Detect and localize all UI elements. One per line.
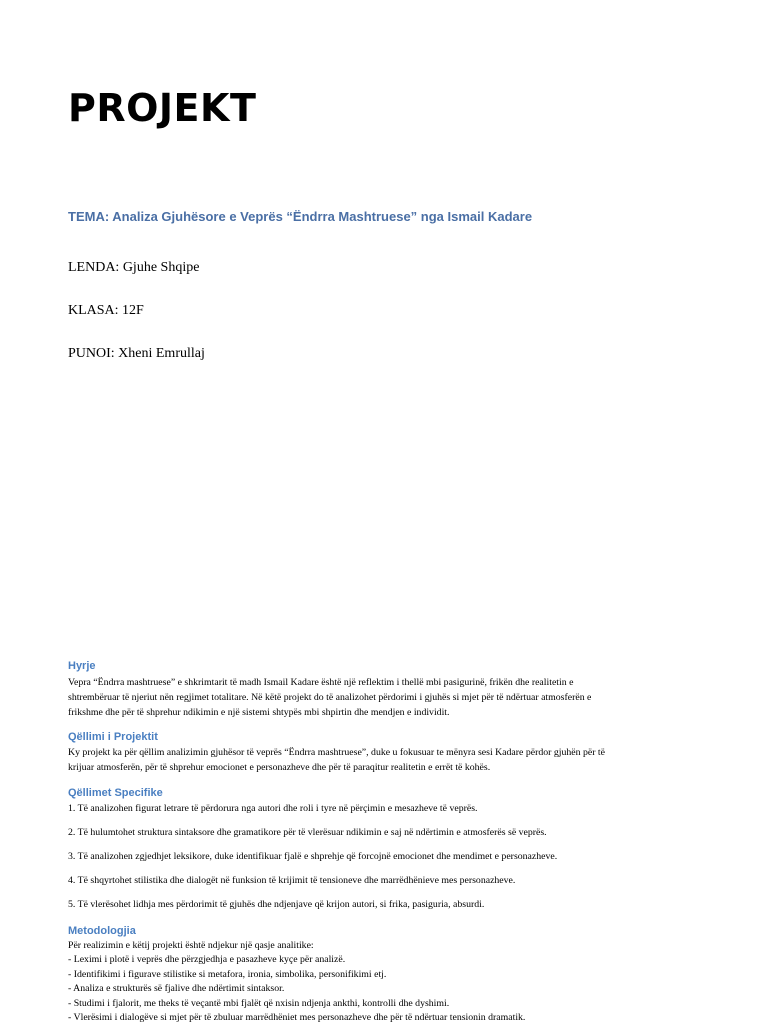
section-body-qellimi (68, 745, 698, 775)
goal-item: 3. Të analizohen zgjedhjet leksikore, duke identifikuar fjalë e shprehje që forcojnë emocionet dhe mendimet e personazheve. (68, 851, 558, 862)
paragraph-line: Vepra “Ëndrra mashtruese” e shkrimtarit të madh Ismail Kadare është një reflektim i thellë mbi pasigurinë, frikën dhe realitetin e (68, 677, 574, 688)
subject-line: LENDA: Gjuhe Shqipe (68, 260, 200, 275)
methodology-item: - Identifikimi i figurave stilistike si metafora, ironia, simbolika, personifikimi etj. (68, 968, 387, 980)
goal-item: 4. Të shqyrtohet stilistika dhe dialogët në funksion të krijimit të tensioneve dhe marrëdhënieve mes personazheve. (68, 875, 516, 886)
class-line: KLASA: 12F (68, 303, 144, 318)
paragraph-line: Ky projekt ka për qëllim analizimin gjuhësor të veprës “Ëndrra mashtruese”, duke u fokusuar te mënyra sesi Kadare përdor gjuhën për të (68, 747, 606, 758)
methodology-item: - Leximi i plotë i veprës dhe përzgjedhja e pasazheve kyçe për analizë. (68, 954, 346, 966)
paragraph-line: shtrembëruar të njeriut nën regjimet totalitare. Në këtë projekt do të analizohet përdorimi i gjuhës si mjet për të ndërtuar atmosferën e (68, 692, 592, 703)
paragraph-line: krijuar atmosferën, për të shprehur emocionet e personazheve dhe për të paraqitur realitetin e errët të kohës. (68, 762, 491, 773)
methodology-item: - Vlerësimi i dialogëve si mjet për të zbuluar marrëdhëniet mes personazheve dhe për të ndërtuar tensionin dramatik. (68, 1012, 526, 1024)
paragraph-line: frikshme dhe për të shprehur ndikimin e një sistemi shtypës mbi shpirtin dhe mendjen e individit. (68, 707, 450, 718)
goal-item: 5. Të vlerësohet lidhja mes përdorimit të gjuhës dhe ndjenjave që krijon autori, si frika, pasiguria, absurdi. (68, 899, 485, 910)
section-body-metodologjia (68, 939, 698, 1024)
document-title: PROJEKT (68, 86, 257, 130)
section-body-hyrje (68, 675, 698, 720)
methodology-intro: Për realizimin e këtij projekti është ndjekur një qasje analitike: (68, 940, 314, 951)
section-heading-metodologjia: Metodologjia (68, 925, 136, 937)
methodology-item: - Studimi i fjalorit, me theks të veçantë mbi fjalët që nxisin ndjenja ankthi, kontrolli dhe dyshimi. (68, 997, 450, 1009)
methodology-item: - Analiza e strukturës së fjalive dhe ndërtimit sintaksor. (68, 983, 285, 995)
section-heading-hyrje: Hyrje (68, 660, 96, 672)
section-heading-qellimet: Qëllimet Specifike (68, 787, 163, 799)
section-heading-qellimi: Qëllimi i Projektit (68, 731, 158, 743)
author-line: PUNOI: Xheni Emrullaj (68, 346, 205, 361)
goal-item: 2. Të hulumtohet struktura sintaksore dhe gramatikore për të vlerësuar ndikimin e saj në ndërtimin e atmosferës së veprës. (68, 827, 547, 838)
project-topic: TEMA: Analiza Gjuhësore e Veprës “Ëndrra Mashtruese” nga Ismail Kadare (68, 209, 533, 224)
goal-item: 1. Të analizohen figurat letrare të përdorura nga autori dhe roli i tyre në përçimin e mesazheve të veprës. (68, 803, 478, 814)
